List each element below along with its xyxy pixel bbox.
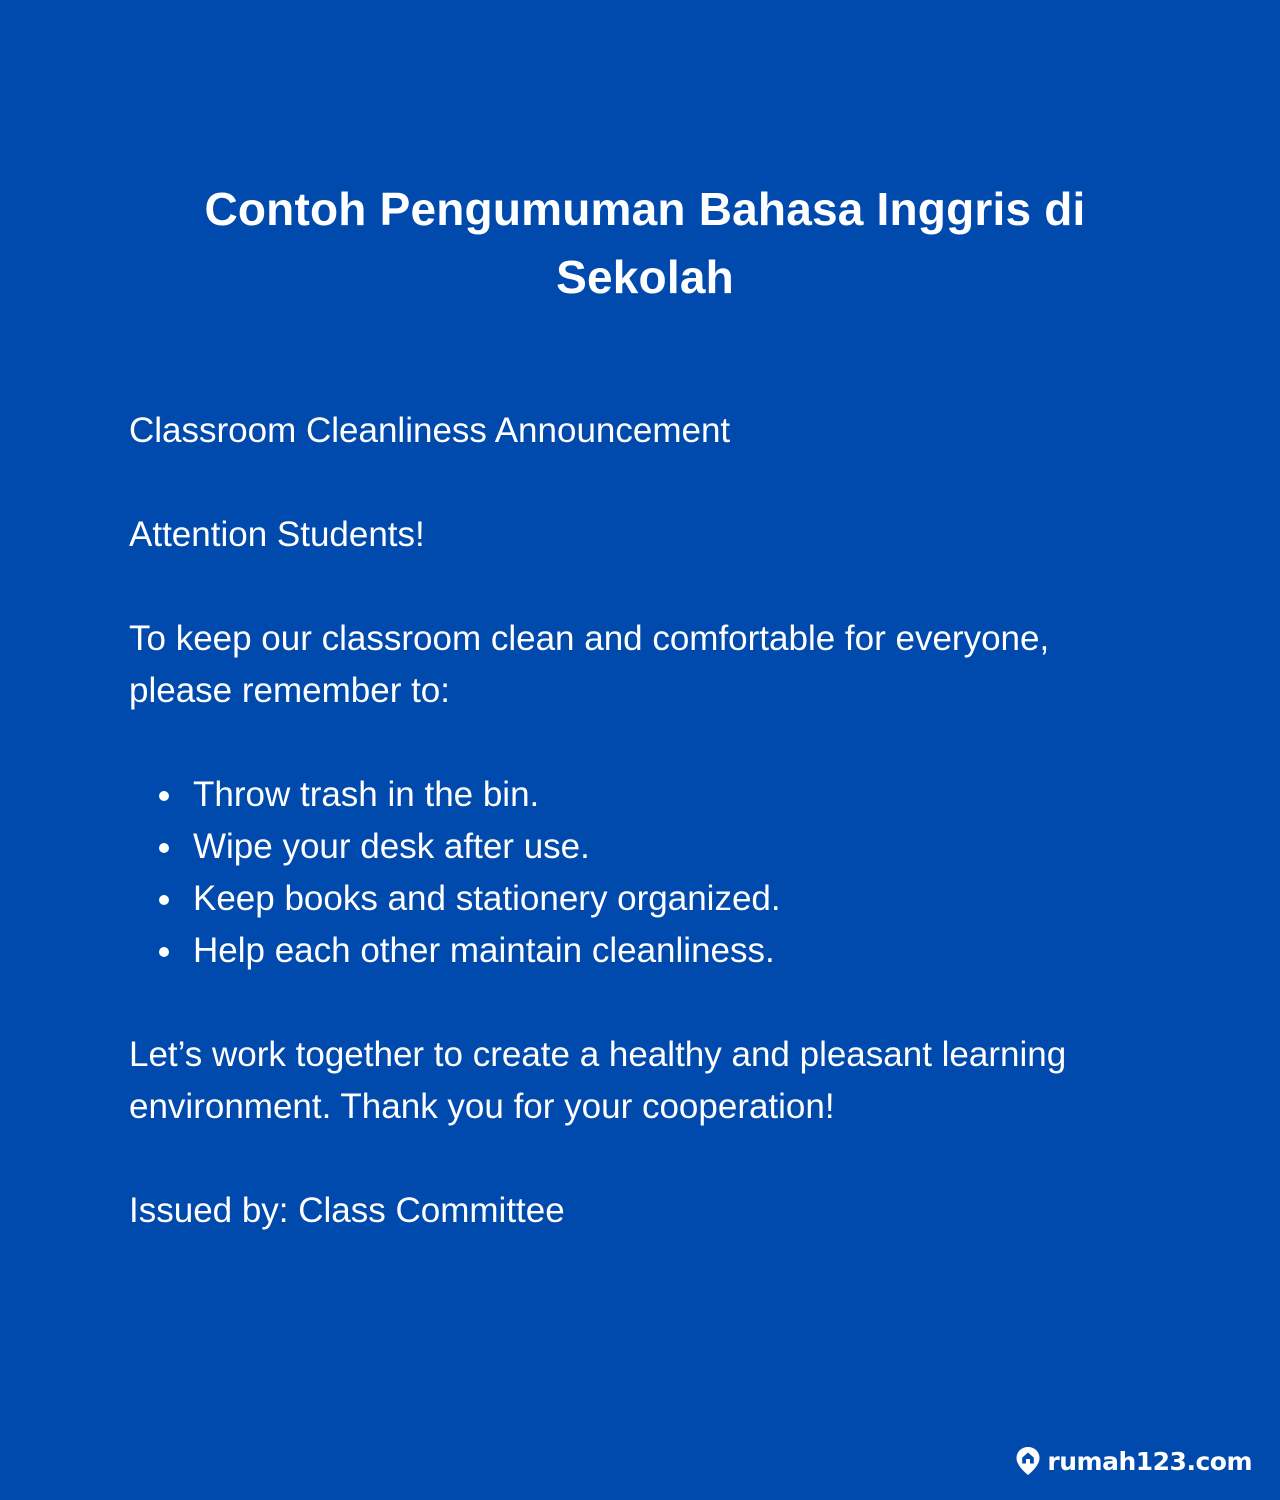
brand-logo [1015, 1446, 1252, 1476]
announcement-greeting: Attention Students! [129, 515, 425, 554]
list-item [129, 925, 1149, 977]
rule-text: Keep books and stationery organized. [193, 879, 781, 918]
announcement-intro: To keep our classroom clean and comfortable for everyone, please remember to: [129, 619, 1050, 710]
rule-text: Throw trash in the bin. [193, 775, 540, 814]
bullet-icon [159, 947, 169, 957]
list-item [129, 769, 1149, 821]
rule-text: Help each other maintain cleanliness. [193, 931, 775, 970]
announcement-issuer: Issued by: Class Committee [129, 1191, 565, 1230]
map-pin-icon [1015, 1446, 1041, 1476]
rules-list [129, 769, 1149, 977]
announcement-closing: Let’s work together to create a healthy and pleasant learning environment. Thank you for your cooperation! [129, 1035, 1067, 1126]
bullet-icon [159, 843, 169, 853]
announcement-subject: Classroom Cleanliness Announcement [129, 411, 731, 450]
bullet-icon [159, 895, 169, 905]
brand-text: rumah123.com [1047, 1446, 1252, 1476]
page-title: Contoh Pengumuman Bahasa Inggris di Sekolah [204, 183, 1086, 303]
list-item [129, 821, 1149, 873]
announcement-body [129, 405, 1149, 1289]
rule-text: Wipe your desk after use. [193, 827, 590, 866]
bullet-icon [159, 791, 169, 801]
list-item [129, 873, 1149, 925]
